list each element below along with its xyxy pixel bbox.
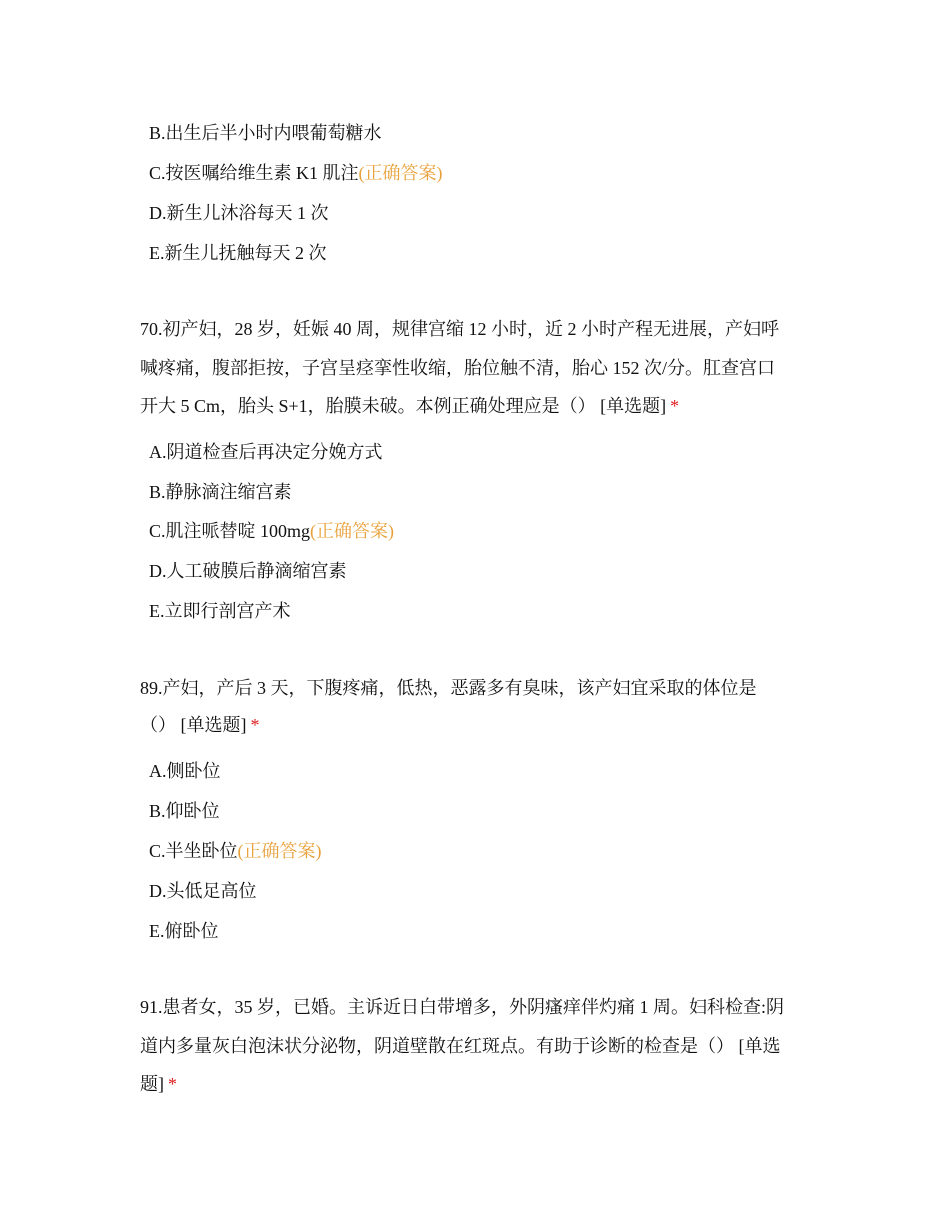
question-91-line-1: 91.患者女，35 岁，已婚。主诉近日白带增多，外阴瘙痒伴灼痛 1 周。妇科检查:阴 [140,997,784,1017]
option-e: E.立即行剖宫产术 [149,601,291,621]
option-c: C.肌注哌替啶 100mg(正确答案) [149,521,395,541]
option-c: C.半坐卧位(正确答案) [149,841,322,861]
question-70-line-3: 开大 5 Cm，胎头 S+1，胎膜未破。本例正确处理应是（） [单选题] * [140,396,680,416]
question-89-line-1: 89.产妇，产后 3 天，下腹疼痛，低热，恶露多有臭味，该产妇宜采取的体位是 [140,678,757,698]
correct-answer-tag: (正确答案) [310,521,395,541]
option-a: A.阴道检查后再决定分娩方式 [149,442,383,462]
option-b: B.静脉滴注缩宫素 [149,482,292,502]
option-c: C.按医嘱给维生素 K1 肌注(正确答案) [149,163,443,183]
required-mark: * [168,1074,177,1094]
question-91-line-2: 道内多量灰白泡沫状分泌物，阴道壁散在红斑点。有助于诊断的检查是（） [单选 [140,1036,781,1056]
option-b: B.出生后半小时内喂葡萄糖水 [149,123,382,143]
option-d: D.头低足高位 [149,881,257,901]
correct-answer-tag: (正确答案) [237,841,322,861]
question-91-line-3: 题] * [140,1074,177,1094]
question-70-line-2: 喊疼痛，腹部拒按，子宫呈痉挛性收缩，胎位触不清，胎心 152 次/分。肛查宫口 [140,358,775,378]
option-d: D.新生儿沐浴每天 1 次 [149,203,329,223]
option-e: E.俯卧位 [149,921,219,941]
required-mark: * [670,396,680,416]
correct-answer-tag: (正确答案) [358,163,443,183]
question-70-line-1: 70.初产妇，28 岁，妊娠 40 周，规律宫缩 12 小时，近 2 小时产程无进展，产妇呼 [140,319,779,339]
option-e: E.新生儿抚触每天 2 次 [149,243,327,263]
question-89-line-2: （） [单选题] * [140,715,260,735]
option-a: A.侧卧位 [149,761,221,781]
required-mark: * [250,715,260,735]
option-d: D.人工破膜后静滴缩宫素 [149,561,347,581]
option-b: B.仰卧位 [149,801,220,821]
